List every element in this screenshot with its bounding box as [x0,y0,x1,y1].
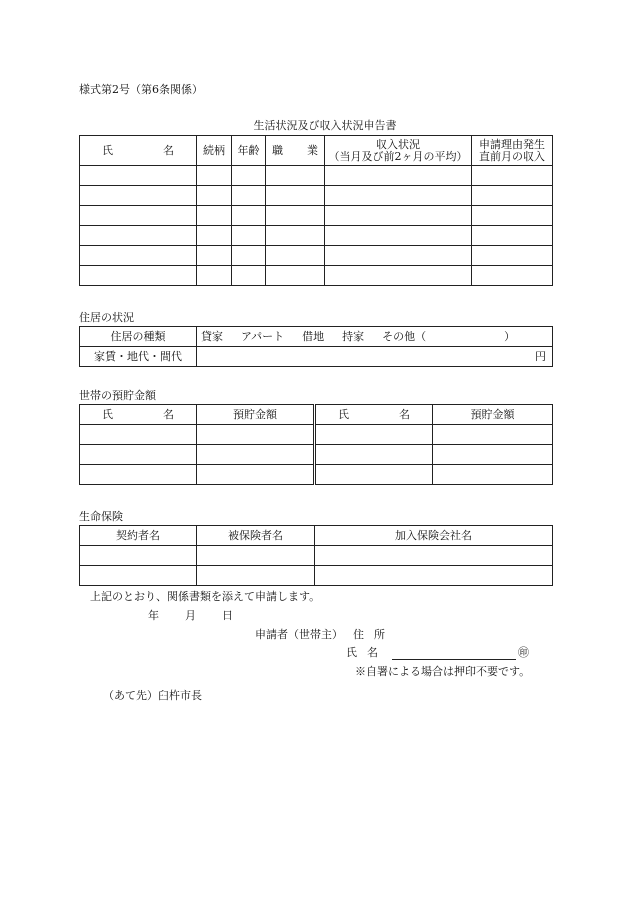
rent-unit: 円 [535,350,546,363]
savings-cell-amount[interactable] [433,465,553,485]
savings-cell-name[interactable] [80,425,197,445]
housing-table [79,326,553,367]
savings-row [80,425,553,445]
savings-cell-name[interactable] [315,465,433,485]
name-label-a: 氏 [346,646,357,659]
household-row [80,226,553,246]
housing-other-close: ） [504,330,516,343]
cell-relation[interactable] [197,226,232,246]
cell-age[interactable] [232,226,266,246]
savings-row [80,445,553,465]
cell-name[interactable] [80,266,197,286]
housing-option-apartment[interactable]: アパート [241,330,285,343]
address-label-b: 所 [374,628,385,641]
insurance-cell-insured[interactable] [197,566,315,586]
insurance-header-contractor: 契約者名 [80,526,197,546]
cell-occupation[interactable] [266,226,325,246]
savings-header-name-left: 氏 名 [80,405,197,425]
header-name: 氏 名 [80,136,197,166]
cell-name[interactable] [80,166,197,186]
housing-rent-label: 家賃・地代・間代 [80,347,197,367]
housing-option-leased-land[interactable]: 借地 [302,330,325,343]
insurance-row [80,546,553,566]
housing-rent-value[interactable] [197,347,553,367]
cell-income[interactable] [325,226,472,246]
applicant-label: 申請者（世帯主） [255,628,343,641]
insurance-cell-company[interactable] [315,546,553,566]
savings-cell-amount[interactable] [197,465,315,485]
household-row [80,206,553,226]
cell-relation[interactable] [197,186,232,206]
insurance-cell-insured[interactable] [197,546,315,566]
savings-row [80,465,553,485]
savings-cell-name[interactable] [80,445,197,465]
applicant-address-line [255,628,385,642]
applicant-name-line [346,646,529,660]
cell-income[interactable] [325,166,472,186]
cell-relation[interactable] [197,266,232,286]
header-income: 収入状況 （当月及び前2ヶ月の平均） [325,136,472,166]
insurance-header-insured: 被保険者名 [197,526,315,546]
name-label-b: 名 [367,646,378,659]
household-table [79,135,553,286]
household-row [80,246,553,266]
cell-income[interactable] [325,246,472,266]
form-title-text: 生活状況及び収入状況申告書 [253,119,397,132]
housing-section-label: 住居の状況 [79,311,134,324]
savings-header-amount-left: 預貯金額 [197,405,315,425]
insurance-row [80,566,553,586]
cell-income[interactable] [325,206,472,226]
cell-occupation[interactable] [266,246,325,266]
insurance-header-row [80,526,553,546]
cell-income[interactable] [325,266,472,286]
header-relation: 続柄 [197,136,232,166]
savings-cell-amount[interactable] [433,445,553,465]
cell-name[interactable] [80,226,197,246]
savings-cell-amount[interactable] [197,445,315,465]
savings-header-amount-right: 預貯金額 [433,405,553,425]
cell-relation[interactable] [197,166,232,186]
cell-reason-income[interactable] [472,266,553,286]
date-day: 日 [222,609,233,622]
household-row [80,186,553,206]
savings-cell-amount[interactable] [433,425,553,445]
cell-relation[interactable] [197,206,232,226]
cell-reason-income[interactable] [472,186,553,206]
cell-age[interactable] [232,206,266,226]
applicant-name-field[interactable] [392,647,516,660]
cell-occupation[interactable] [266,206,325,226]
savings-cell-name[interactable] [80,465,197,485]
savings-cell-amount[interactable] [197,425,315,445]
header-age: 年齢 [232,136,266,166]
insurance-cell-company[interactable] [315,566,553,586]
insurance-cell-contractor[interactable] [80,566,197,586]
address-label-a: 住 [353,628,364,641]
housing-option-rented-house[interactable]: 貸家 [201,330,223,343]
cell-occupation[interactable] [266,186,325,206]
household-row [80,266,553,286]
cell-occupation[interactable] [266,266,325,286]
declaration-text: 上記のとおり、関係書類を添えて申請します。 [90,590,321,603]
cell-age[interactable] [232,266,266,286]
housing-option-owned-house[interactable]: 持家 [342,330,365,343]
housing-type-row [80,327,553,347]
date-year: 年 [148,609,159,622]
cell-reason-income[interactable] [472,206,553,226]
insurance-table [79,525,553,586]
form-number: 様式第2号（第6条関係） [79,83,203,96]
savings-section-label: 世帯の預貯金額 [79,389,156,402]
housing-type-options [197,327,553,347]
cell-age[interactable] [232,166,266,186]
insurance-header-company: 加入保険会社名 [315,526,553,546]
housing-option-other[interactable]: その他（ [382,330,427,343]
seal-note: ※自署による場合は押印不要です。 [355,665,531,678]
cell-relation[interactable] [197,246,232,266]
date-month: 月 [185,609,196,622]
cell-reason-income[interactable] [472,226,553,246]
savings-table [79,404,553,485]
date-line [148,609,233,623]
household-header-row [80,136,553,166]
header-reason-income: 申請理由発生 直前月の収入 [472,136,553,166]
cell-age[interactable] [232,186,266,206]
cell-name[interactable] [80,186,197,206]
housing-rent-row [80,347,553,367]
seal-mark: ㊞ [518,646,529,659]
savings-header-name-right: 氏 名 [315,405,433,425]
insurance-section-label: 生命保険 [79,510,123,523]
cell-reason-income[interactable] [472,246,553,266]
cell-age[interactable] [232,246,266,266]
cell-occupation[interactable] [266,166,325,186]
insurance-cell-contractor[interactable] [80,546,197,566]
savings-cell-name[interactable] [315,445,433,465]
cell-reason-income[interactable] [472,166,553,186]
savings-cell-name[interactable] [315,425,433,445]
addressee: （あて先）臼杵市長 [103,689,202,702]
cell-name[interactable] [80,246,197,266]
savings-header-row [80,405,553,425]
housing-type-label: 住居の種類 [80,327,197,347]
header-occupation: 職 業 [266,136,325,166]
form-title [0,119,630,133]
household-row [80,166,553,186]
cell-name[interactable] [80,206,197,226]
cell-income[interactable] [325,186,472,206]
